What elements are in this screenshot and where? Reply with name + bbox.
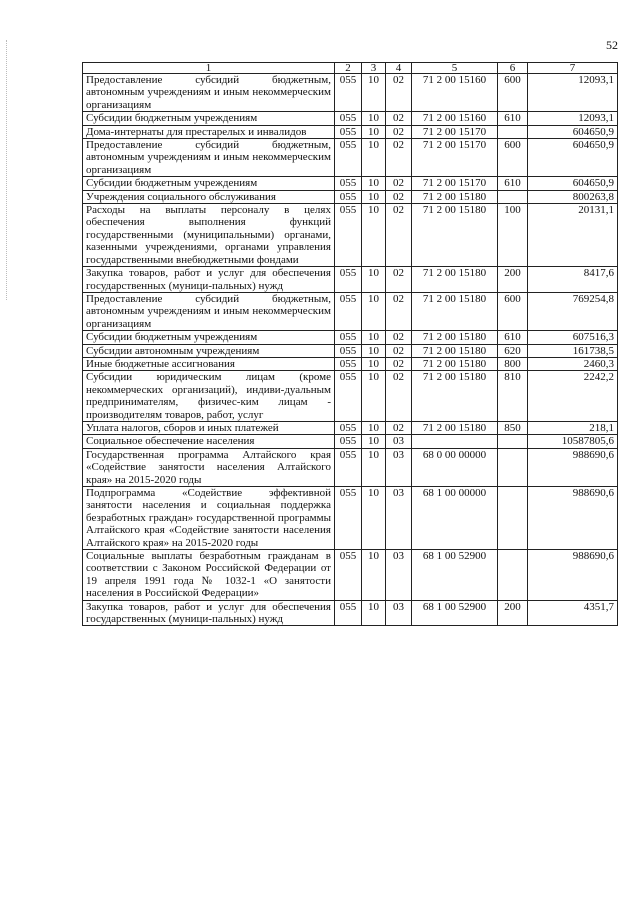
amount-cell: 769254,8	[528, 292, 618, 330]
expense-type-cell	[498, 435, 528, 448]
table-row	[83, 344, 618, 357]
table-row	[83, 331, 618, 344]
subsection-cell: 02	[386, 331, 412, 344]
header-row	[83, 63, 618, 74]
admin-code-cell: 055	[335, 487, 362, 550]
expense-type-cell: 600	[498, 292, 528, 330]
section-cell: 10	[362, 74, 386, 112]
amount-cell: 2242,2	[528, 371, 618, 422]
target-article-cell: 71 2 00 15180	[412, 371, 498, 422]
admin-code-cell: 055	[335, 357, 362, 370]
admin-code-cell: 055	[335, 331, 362, 344]
target-article-cell: 71 2 00 15170	[412, 139, 498, 177]
expense-type-cell: 800	[498, 357, 528, 370]
subsection-cell: 02	[386, 125, 412, 138]
expense-type-cell: 600	[498, 139, 528, 177]
admin-code-cell: 055	[335, 204, 362, 267]
table-row	[83, 448, 618, 486]
expense-type-cell	[498, 550, 528, 601]
section-cell: 10	[362, 435, 386, 448]
description-cell: Дома-интернаты для престарелых и инвалидов	[83, 125, 335, 138]
table-row	[83, 292, 618, 330]
admin-code-cell: 055	[335, 550, 362, 601]
expense-type-cell: 200	[498, 267, 528, 293]
target-article-cell: 71 2 00 15180	[412, 421, 498, 434]
subsection-cell: 02	[386, 267, 412, 293]
table-row	[83, 204, 618, 267]
header-cell: 2	[335, 63, 362, 74]
margin-marks	[6, 40, 9, 300]
description-cell: Субсидии бюджетным учреждениям	[83, 331, 335, 344]
subsection-cell: 02	[386, 292, 412, 330]
description-cell: Субсидии юридическим лицам (кроме некоммерческих организаций), индиви-дуальным предпринимателям, физичес-ким лицам - производителям товаров, работ, услуг	[83, 371, 335, 422]
target-article-cell: 71 2 00 15180	[412, 267, 498, 293]
target-article-cell: 71 2 00 15180	[412, 190, 498, 203]
header-cell: 7	[528, 63, 618, 74]
section-cell: 10	[362, 600, 386, 626]
description-cell: Учреждения социального обслуживания	[83, 190, 335, 203]
expense-type-cell: 810	[498, 371, 528, 422]
expense-type-cell: 610	[498, 331, 528, 344]
target-article-cell: 71 2 00 15180	[412, 331, 498, 344]
admin-code-cell: 055	[335, 344, 362, 357]
amount-cell: 607516,3	[528, 331, 618, 344]
amount-cell: 604650,9	[528, 177, 618, 190]
header-cell: 5	[412, 63, 498, 74]
table-row	[83, 190, 618, 203]
table-row	[83, 267, 618, 293]
admin-code-cell: 055	[335, 177, 362, 190]
table-row	[83, 112, 618, 125]
section-cell: 10	[362, 487, 386, 550]
subsection-cell: 03	[386, 600, 412, 626]
table-row	[83, 125, 618, 138]
description-cell: Предоставление субсидий бюджетным, автономным учреждениям и иным некоммерческим организациям	[83, 292, 335, 330]
subsection-cell: 03	[386, 435, 412, 448]
amount-cell: 20131,1	[528, 204, 618, 267]
target-article-cell: 71 2 00 15170	[412, 177, 498, 190]
expense-type-cell: 850	[498, 421, 528, 434]
target-article-cell: 71 2 00 15160	[412, 112, 498, 125]
subsection-cell: 03	[386, 448, 412, 486]
amount-cell: 8417,6	[528, 267, 618, 293]
subsection-cell: 02	[386, 112, 412, 125]
section-cell: 10	[362, 357, 386, 370]
section-cell: 10	[362, 371, 386, 422]
section-cell: 10	[362, 177, 386, 190]
amount-cell: 604650,9	[528, 125, 618, 138]
expense-type-cell	[498, 190, 528, 203]
subsection-cell: 02	[386, 421, 412, 434]
admin-code-cell: 055	[335, 190, 362, 203]
admin-code-cell: 055	[335, 125, 362, 138]
amount-cell: 12093,1	[528, 74, 618, 112]
subsection-cell: 03	[386, 550, 412, 601]
description-cell: Социальное обеспечение населения	[83, 435, 335, 448]
description-cell: Социальные выплаты безработным гражданам в соответствии с Законом Российской Федерации от 19 апреля 1991 года № 1032-1 «О занятости населения в Российской Федерации»	[83, 550, 335, 601]
admin-code-cell: 055	[335, 600, 362, 626]
admin-code-cell: 055	[335, 267, 362, 293]
admin-code-cell: 055	[335, 371, 362, 422]
target-article-cell: 68 1 00 52900	[412, 550, 498, 601]
table-row	[83, 139, 618, 177]
table-row	[83, 74, 618, 112]
table-row	[83, 421, 618, 434]
section-cell: 10	[362, 344, 386, 357]
amount-cell: 604650,9	[528, 139, 618, 177]
description-cell: Иные бюджетные ассигнования	[83, 357, 335, 370]
target-article-cell: 71 2 00 15180	[412, 344, 498, 357]
section-cell: 10	[362, 267, 386, 293]
table-row	[83, 177, 618, 190]
section-cell: 10	[362, 331, 386, 344]
amount-cell: 800263,8	[528, 190, 618, 203]
expense-type-cell: 200	[498, 600, 528, 626]
description-cell: Предоставление субсидий бюджетным, автономным учреждениям и иным некоммерческим организациям	[83, 74, 335, 112]
amount-cell: 4351,7	[528, 600, 618, 626]
subsection-cell: 02	[386, 139, 412, 177]
expense-type-cell: 600	[498, 74, 528, 112]
subsection-cell: 02	[386, 204, 412, 267]
section-cell: 10	[362, 204, 386, 267]
section-cell: 10	[362, 292, 386, 330]
description-cell: Уплата налогов, сборов и иных платежей	[83, 421, 335, 434]
subsection-cell: 02	[386, 190, 412, 203]
header-cell: 1	[83, 63, 335, 74]
description-cell: Подпрограмма «Содействие эффективной занятости населения и социальная поддержка безработных граждан» государственной программы Алтайского края «Содействие занятости населения Алтайского края» на 2015-2020 годы	[83, 487, 335, 550]
subsection-cell: 02	[386, 177, 412, 190]
amount-cell: 10587805,6	[528, 435, 618, 448]
table-row	[83, 357, 618, 370]
header-cell: 3	[362, 63, 386, 74]
amount-cell: 12093,1	[528, 112, 618, 125]
table-row	[83, 600, 618, 626]
amount-cell: 988690,6	[528, 448, 618, 486]
expense-type-cell	[498, 487, 528, 550]
table-row	[83, 371, 618, 422]
subsection-cell: 02	[386, 344, 412, 357]
section-cell: 10	[362, 125, 386, 138]
amount-cell: 161738,5	[528, 344, 618, 357]
expense-type-cell: 100	[498, 204, 528, 267]
admin-code-cell: 055	[335, 448, 362, 486]
admin-code-cell: 055	[335, 139, 362, 177]
expense-type-cell: 620	[498, 344, 528, 357]
table-row	[83, 435, 618, 448]
target-article-cell: 68 1 00 52900	[412, 600, 498, 626]
admin-code-cell: 055	[335, 435, 362, 448]
page-number: 52	[606, 38, 618, 52]
expense-type-cell	[498, 448, 528, 486]
admin-code-cell: 055	[335, 421, 362, 434]
expense-type-cell: 610	[498, 177, 528, 190]
description-cell: Закупка товаров, работ и услуг для обеспечения государственных (муници-пальных) нужд	[83, 600, 335, 626]
section-cell: 10	[362, 190, 386, 203]
header-cell: 6	[498, 63, 528, 74]
description-cell: Субсидии бюджетным учреждениям	[83, 112, 335, 125]
subsection-cell: 03	[386, 487, 412, 550]
expense-type-cell: 610	[498, 112, 528, 125]
amount-cell: 988690,6	[528, 550, 618, 601]
description-cell: Расходы на выплаты персоналу в целях обеспечения выполнения функций государственными (муниципальными) органами, казенными учреждениями, органами управления государственными внебюджетными фондами	[83, 204, 335, 267]
table-row	[83, 550, 618, 601]
section-cell: 10	[362, 448, 386, 486]
description-cell: Закупка товаров, работ и услуг для обеспечения государственных (муници-пальных) нужд	[83, 267, 335, 293]
section-cell: 10	[362, 421, 386, 434]
table-row	[83, 487, 618, 550]
amount-cell: 2460,3	[528, 357, 618, 370]
header-cell: 4	[386, 63, 412, 74]
budget-table	[82, 62, 618, 626]
description-cell: Предоставление субсидий бюджетным, автономным учреждениям и иным некоммерческим организациям	[83, 139, 335, 177]
admin-code-cell: 055	[335, 112, 362, 125]
admin-code-cell: 055	[335, 74, 362, 112]
target-article-cell: 71 2 00 15160	[412, 74, 498, 112]
description-cell: Государственная программа Алтайского края «Содействие занятости населения Алтайского края» на 2015-2020 годы	[83, 448, 335, 486]
subsection-cell: 02	[386, 357, 412, 370]
description-cell: Субсидии автономным учреждениям	[83, 344, 335, 357]
target-article-cell: 71 2 00 15170	[412, 125, 498, 138]
section-cell: 10	[362, 550, 386, 601]
description-cell: Субсидии бюджетным учреждениям	[83, 177, 335, 190]
section-cell: 10	[362, 112, 386, 125]
section-cell: 10	[362, 139, 386, 177]
target-article-cell	[412, 435, 498, 448]
subsection-cell: 02	[386, 74, 412, 112]
target-article-cell: 71 2 00 15180	[412, 204, 498, 267]
amount-cell: 218,1	[528, 421, 618, 434]
target-article-cell: 71 2 00 15180	[412, 292, 498, 330]
admin-code-cell: 055	[335, 292, 362, 330]
target-article-cell: 71 2 00 15180	[412, 357, 498, 370]
expense-type-cell	[498, 125, 528, 138]
target-article-cell: 68 0 00 00000	[412, 448, 498, 486]
amount-cell: 988690,6	[528, 487, 618, 550]
target-article-cell: 68 1 00 00000	[412, 487, 498, 550]
subsection-cell: 02	[386, 371, 412, 422]
